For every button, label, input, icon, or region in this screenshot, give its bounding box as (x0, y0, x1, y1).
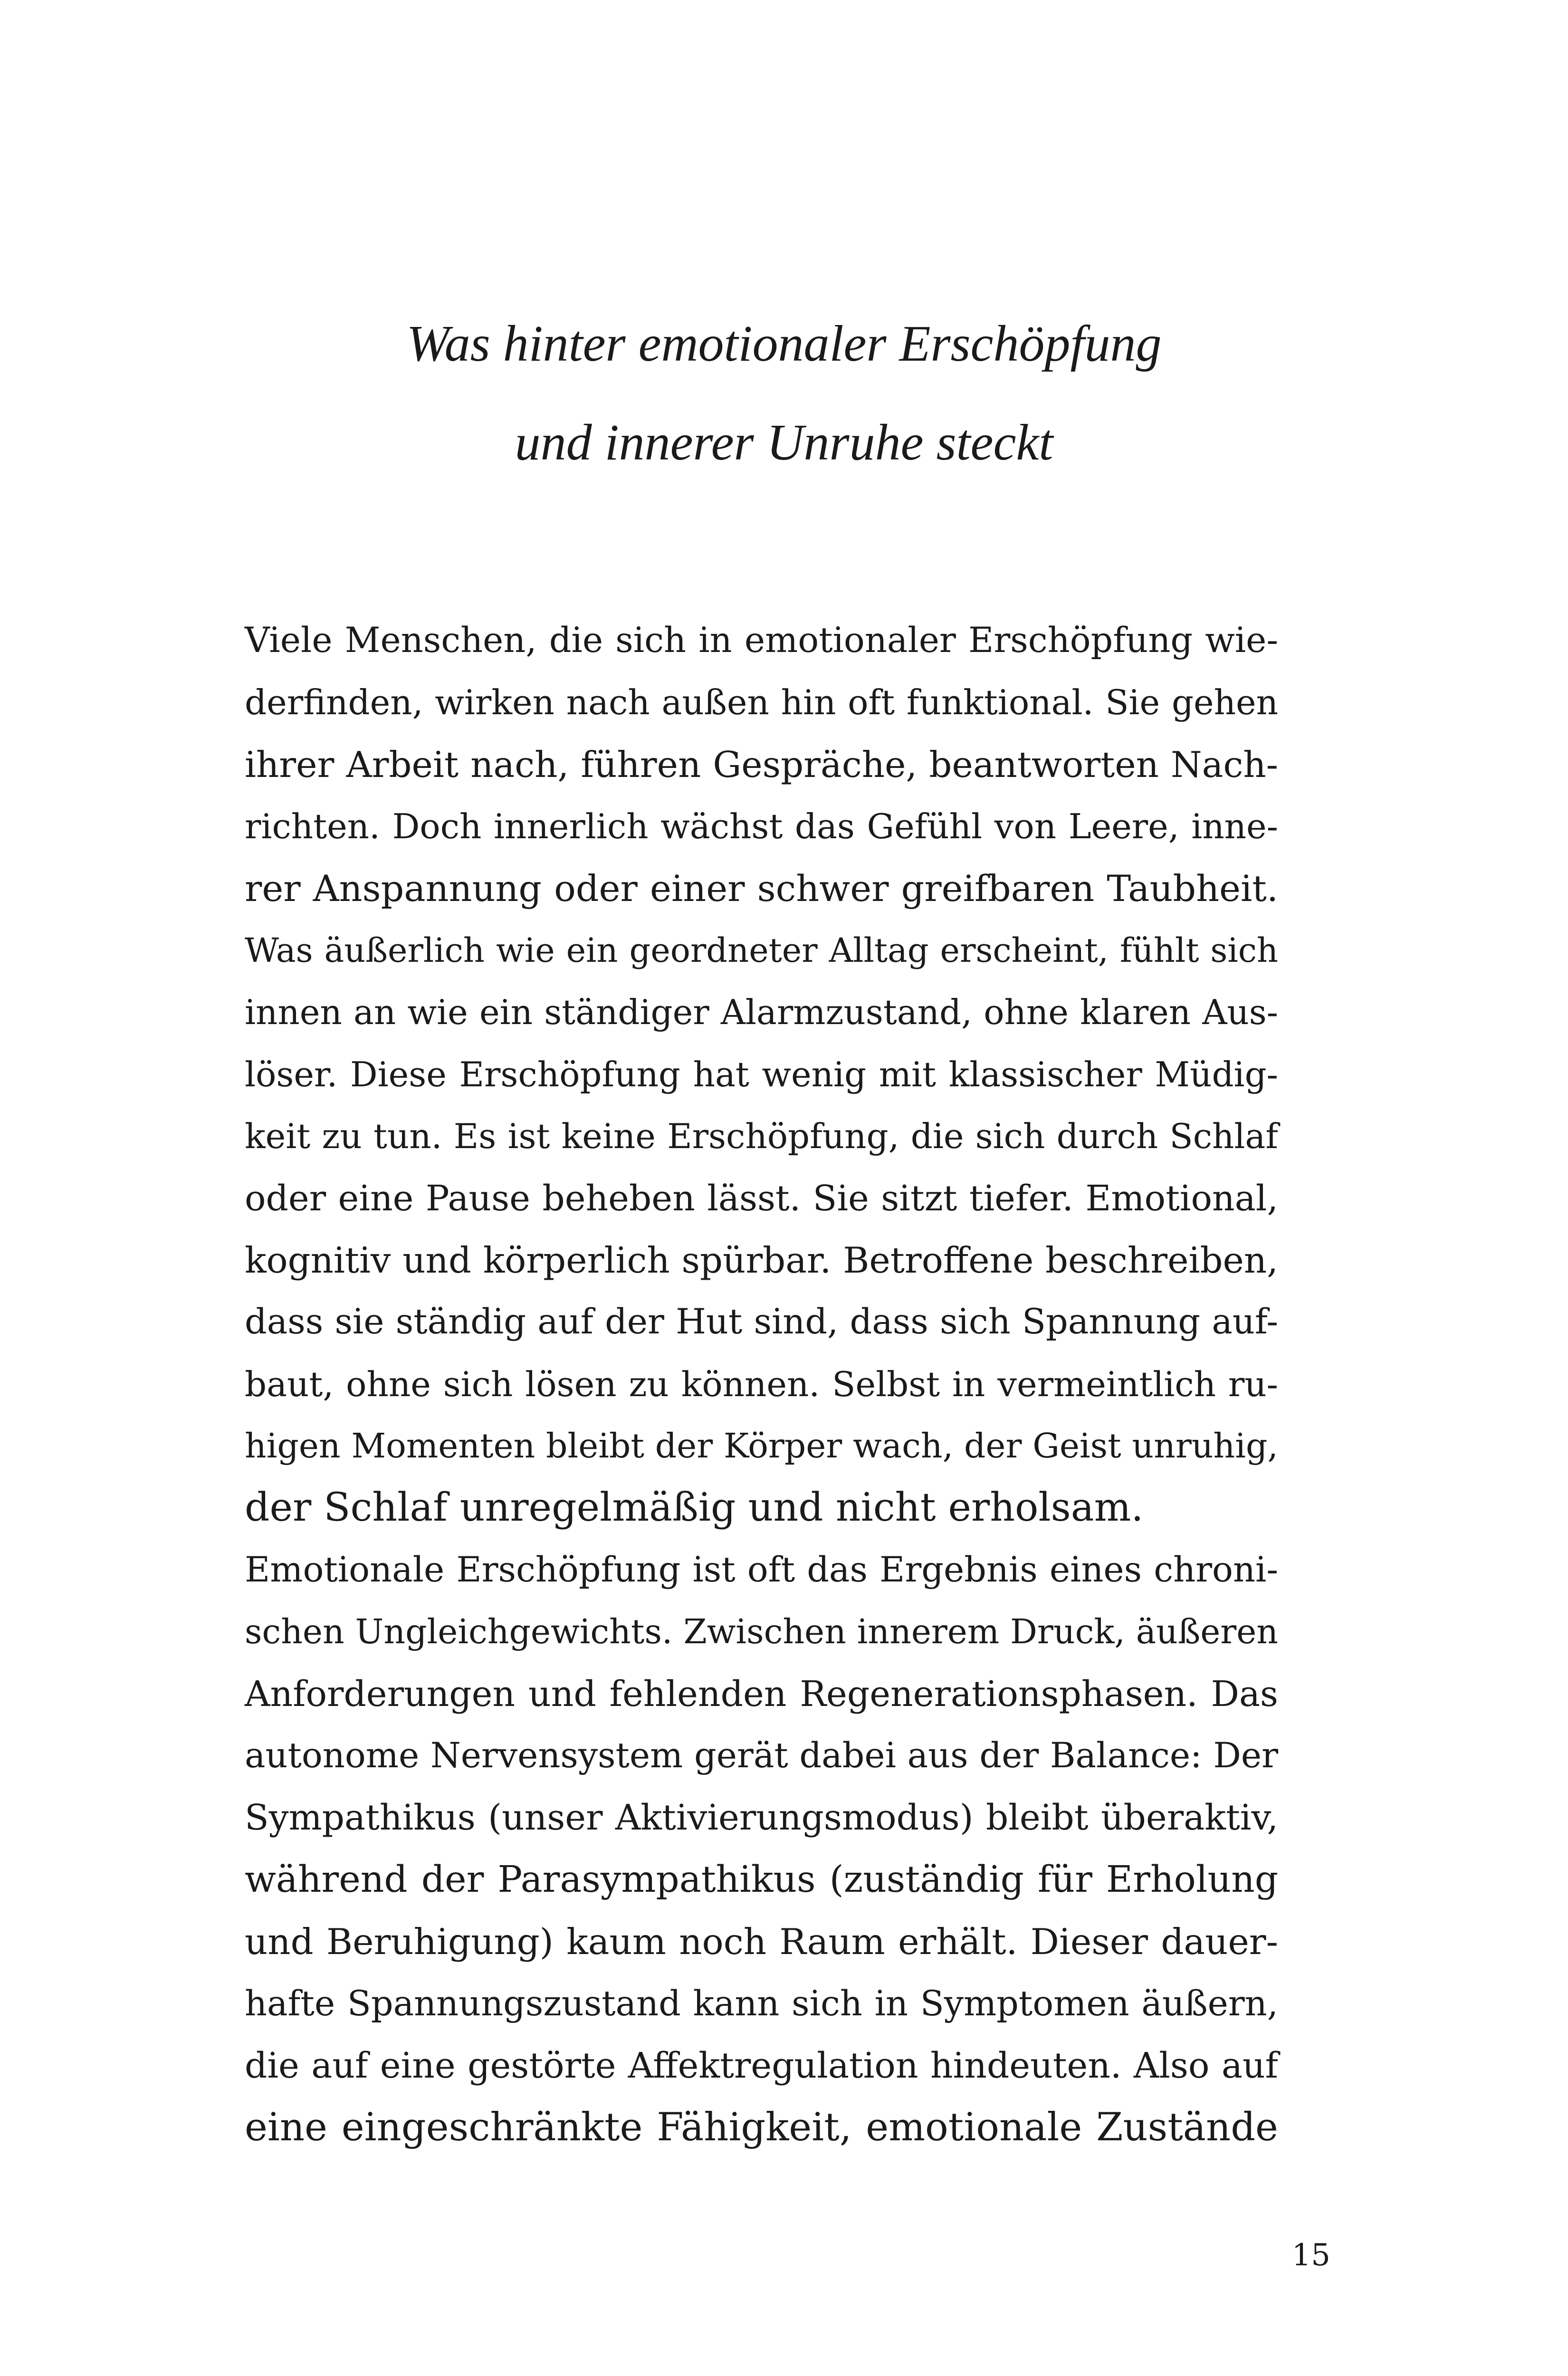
text-line: kognitiv und körperlich spürbar. Betroffene beschreiben, (245, 1239, 1278, 1281)
chapter-title-line-1: Was hinter emotionaler Erschöpfung (406, 316, 1162, 372)
paragraph-1 (245, 610, 1278, 1539)
text-line: hafte Spannungszustand kann sich in Symptomen äußern, (245, 1983, 1278, 2024)
text-line: richten. Doch innerlich wächst das Gefühl von Leere, inne- (245, 806, 1278, 847)
text-line: baut, ohne sich lösen zu können. Selbst in vermeintlich ru- (245, 1364, 1278, 1404)
paragraph-2 (245, 1539, 1278, 2159)
text-line: innen an wie ein ständiger Alarmzustand, ohne klaren Aus- (245, 992, 1278, 1033)
page-number: 15 (1291, 2238, 1330, 2273)
text-line: Viele Menschen, die sich in emotionaler Erschöpfung wie- (245, 620, 1278, 661)
text-line: oder eine Pause beheben lässt. Sie sitzt tiefer. Emotional, (245, 1178, 1278, 1219)
text-line: higen Momenten bleibt der Körper wach, der Geist unruhig, (245, 1426, 1278, 1466)
text-line: keit zu tun. Es ist keine Erschöpfung, die sich durch Schlaf (245, 1116, 1278, 1157)
chapter-title (245, 295, 1323, 492)
text-line: Sympathikus (unser Aktivierungsmodus) bleibt überaktiv, (245, 1797, 1278, 1839)
text-line: dass sie ständig auf der Hut sind, dass sich Spannung auf- (245, 1302, 1278, 1342)
text-line: die auf eine gestörte Affektregulation hindeuten. Also auf (245, 2045, 1278, 2086)
text-line: Was äußerlich wie ein geordneter Alltag erscheint, fühlt sich (245, 930, 1278, 970)
text-line: und Beruhigung) kaum noch Raum erhält. Dieser dauer- (245, 1921, 1278, 1963)
text-line: autonome Nervensystem gerät dabei aus der Balance: Der (245, 1735, 1278, 1776)
chapter-title-line-2: und innerer Unruhe steckt (515, 414, 1053, 471)
text-line: schen Ungleichgewichts. Zwischen innerem Druck, äußeren (245, 1612, 1278, 1652)
text-line: Emotionale Erschöpfung ist oft das Ergebnis eines chroni- (245, 1549, 1278, 1590)
text-line: derfinden, wirken nach außen hin oft funktional. Sie gehen (245, 682, 1278, 723)
text-line: ihrer Arbeit nach, führen Gespräche, beantworten Nach- (245, 743, 1278, 786)
text-line: rer Anspannung oder einer schwer greifbaren Taubheit. (245, 867, 1278, 910)
text-line: der Schlaf unregelmäßig und nicht erholsam. (245, 1485, 1144, 1531)
body-text (245, 610, 1278, 2159)
text-line: eine eingeschränkte Fähigkeit, emotionale Zustände (245, 2105, 1278, 2150)
text-line: löser. Diese Erschöpfung hat wenig mit klassischer Müdig- (245, 1054, 1278, 1094)
text-line: während der Parasympathikus (zuständig für Erholung (245, 1858, 1278, 1901)
text-line: Anforderungen und fehlenden Regenerationsphasen. Das (245, 1673, 1278, 1715)
